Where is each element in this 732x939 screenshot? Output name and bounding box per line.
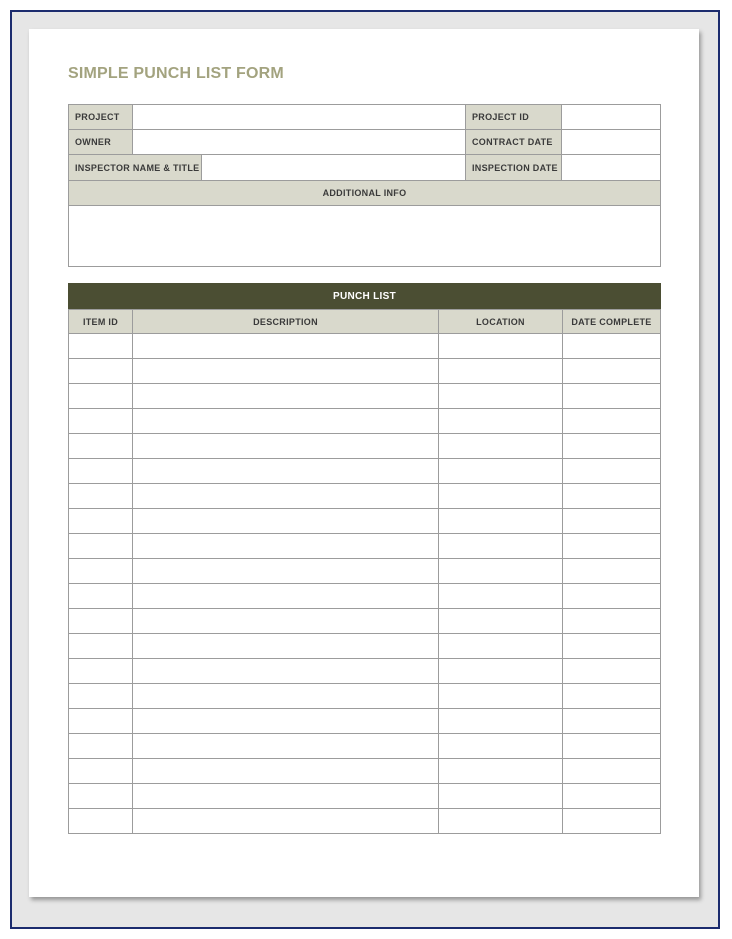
item-id-cell[interactable]	[68, 809, 132, 834]
table-row	[68, 584, 661, 609]
project-id-field[interactable]	[561, 104, 661, 130]
item-id-cell[interactable]	[68, 434, 132, 459]
location-cell[interactable]	[438, 359, 562, 384]
item-id-cell[interactable]	[68, 659, 132, 684]
description-cell[interactable]	[132, 734, 438, 759]
table-row	[68, 334, 661, 359]
contract-date-field[interactable]	[561, 129, 661, 155]
table-row	[68, 734, 661, 759]
location-cell[interactable]	[438, 434, 562, 459]
date-complete-cell[interactable]	[562, 684, 661, 709]
description-cell[interactable]	[132, 559, 438, 584]
location-cell[interactable]	[438, 659, 562, 684]
item-id-cell[interactable]	[68, 634, 132, 659]
date-complete-cell[interactable]	[562, 809, 661, 834]
location-cell[interactable]	[438, 784, 562, 809]
table-row	[68, 559, 661, 584]
table-row	[68, 659, 661, 684]
date-complete-cell[interactable]	[562, 559, 661, 584]
item-id-cell[interactable]	[68, 484, 132, 509]
description-cell[interactable]	[132, 759, 438, 784]
item-id-cell[interactable]	[68, 534, 132, 559]
location-cell[interactable]	[438, 634, 562, 659]
contract-date-label: CONTRACT DATE	[465, 129, 562, 155]
description-cell[interactable]	[132, 584, 438, 609]
item-id-cell[interactable]	[68, 459, 132, 484]
description-cell[interactable]	[132, 359, 438, 384]
location-cell[interactable]	[438, 409, 562, 434]
date-complete-cell[interactable]	[562, 534, 661, 559]
punch-list-rows	[68, 334, 661, 834]
item-id-cell[interactable]	[68, 334, 132, 359]
table-row	[68, 409, 661, 434]
project-field[interactable]	[132, 104, 466, 130]
date-complete-cell[interactable]	[562, 609, 661, 634]
inspector-label: INSPECTOR NAME & TITLE	[68, 154, 202, 181]
item-id-cell[interactable]	[68, 559, 132, 584]
table-row	[68, 709, 661, 734]
column-header-description: DESCRIPTION	[132, 309, 439, 334]
table-row	[68, 459, 661, 484]
punch-list-header: PUNCH LIST	[68, 283, 661, 309]
item-id-cell[interactable]	[68, 609, 132, 634]
owner-label: OWNER	[68, 129, 133, 155]
date-complete-cell[interactable]	[562, 634, 661, 659]
item-id-cell[interactable]	[68, 759, 132, 784]
location-cell[interactable]	[438, 559, 562, 584]
project-id-label: PROJECT ID	[465, 104, 562, 130]
description-cell[interactable]	[132, 484, 438, 509]
column-header-location: LOCATION	[438, 309, 563, 334]
location-cell[interactable]	[438, 484, 562, 509]
column-header-date-complete: DATE COMPLETE	[562, 309, 661, 334]
description-cell[interactable]	[132, 634, 438, 659]
table-row	[68, 809, 661, 834]
table-row	[68, 484, 661, 509]
additional-info-label: ADDITIONAL INFO	[68, 180, 661, 206]
date-complete-cell[interactable]	[562, 734, 661, 759]
location-cell[interactable]	[438, 709, 562, 734]
table-row	[68, 784, 661, 809]
date-complete-cell[interactable]	[562, 409, 661, 434]
table-row	[68, 534, 661, 559]
item-id-cell[interactable]	[68, 784, 132, 809]
table-row	[68, 434, 661, 459]
table-row	[68, 384, 661, 409]
description-cell[interactable]	[132, 609, 438, 634]
date-complete-cell[interactable]	[562, 384, 661, 409]
date-complete-cell[interactable]	[562, 334, 661, 359]
description-cell[interactable]	[132, 659, 438, 684]
additional-info-field[interactable]	[68, 205, 661, 267]
description-cell[interactable]	[132, 334, 438, 359]
description-cell[interactable]	[132, 509, 438, 534]
description-cell[interactable]	[132, 459, 438, 484]
table-row	[68, 759, 661, 784]
location-cell[interactable]	[438, 809, 562, 834]
location-cell[interactable]	[438, 734, 562, 759]
item-id-cell[interactable]	[68, 584, 132, 609]
inspection-date-field[interactable]	[561, 154, 661, 181]
item-id-cell[interactable]	[68, 734, 132, 759]
table-row	[68, 634, 661, 659]
description-cell[interactable]	[132, 684, 438, 709]
description-cell[interactable]	[132, 409, 438, 434]
table-row	[68, 684, 661, 709]
description-cell[interactable]	[132, 384, 438, 409]
location-cell[interactable]	[438, 584, 562, 609]
item-id-cell[interactable]	[68, 684, 132, 709]
item-id-cell[interactable]	[68, 409, 132, 434]
description-cell[interactable]	[132, 534, 438, 559]
project-label: PROJECT	[68, 104, 133, 130]
location-cell[interactable]	[438, 334, 562, 359]
date-complete-cell[interactable]	[562, 584, 661, 609]
inspector-field[interactable]	[201, 154, 466, 181]
date-complete-cell[interactable]	[562, 784, 661, 809]
description-cell[interactable]	[132, 784, 438, 809]
location-cell[interactable]	[438, 384, 562, 409]
description-cell[interactable]	[132, 434, 438, 459]
date-complete-cell[interactable]	[562, 659, 661, 684]
form-title: SIMPLE PUNCH LIST FORM	[68, 65, 284, 82]
inspection-date-label: INSPECTION DATE	[465, 154, 562, 181]
date-complete-cell[interactable]	[562, 484, 661, 509]
date-complete-cell[interactable]	[562, 459, 661, 484]
date-complete-cell[interactable]	[562, 434, 661, 459]
table-row	[68, 609, 661, 634]
table-row	[68, 509, 661, 534]
item-id-cell[interactable]	[68, 509, 132, 534]
location-cell[interactable]	[438, 534, 562, 559]
table-row	[68, 359, 661, 384]
item-id-cell[interactable]	[68, 709, 132, 734]
date-complete-cell[interactable]	[562, 759, 661, 784]
date-complete-cell[interactable]	[562, 709, 661, 734]
description-cell[interactable]	[132, 709, 438, 734]
location-cell[interactable]	[438, 459, 562, 484]
location-cell[interactable]	[438, 509, 562, 534]
location-cell[interactable]	[438, 609, 562, 634]
location-cell[interactable]	[438, 684, 562, 709]
location-cell[interactable]	[438, 759, 562, 784]
item-id-cell[interactable]	[68, 384, 132, 409]
owner-field[interactable]	[132, 129, 466, 155]
date-complete-cell[interactable]	[562, 359, 661, 384]
document-frame	[10, 10, 720, 929]
description-cell[interactable]	[132, 809, 438, 834]
date-complete-cell[interactable]	[562, 509, 661, 534]
form-page	[29, 29, 699, 897]
item-id-cell[interactable]	[68, 359, 132, 384]
column-header-item-id: ITEM ID	[68, 309, 133, 334]
